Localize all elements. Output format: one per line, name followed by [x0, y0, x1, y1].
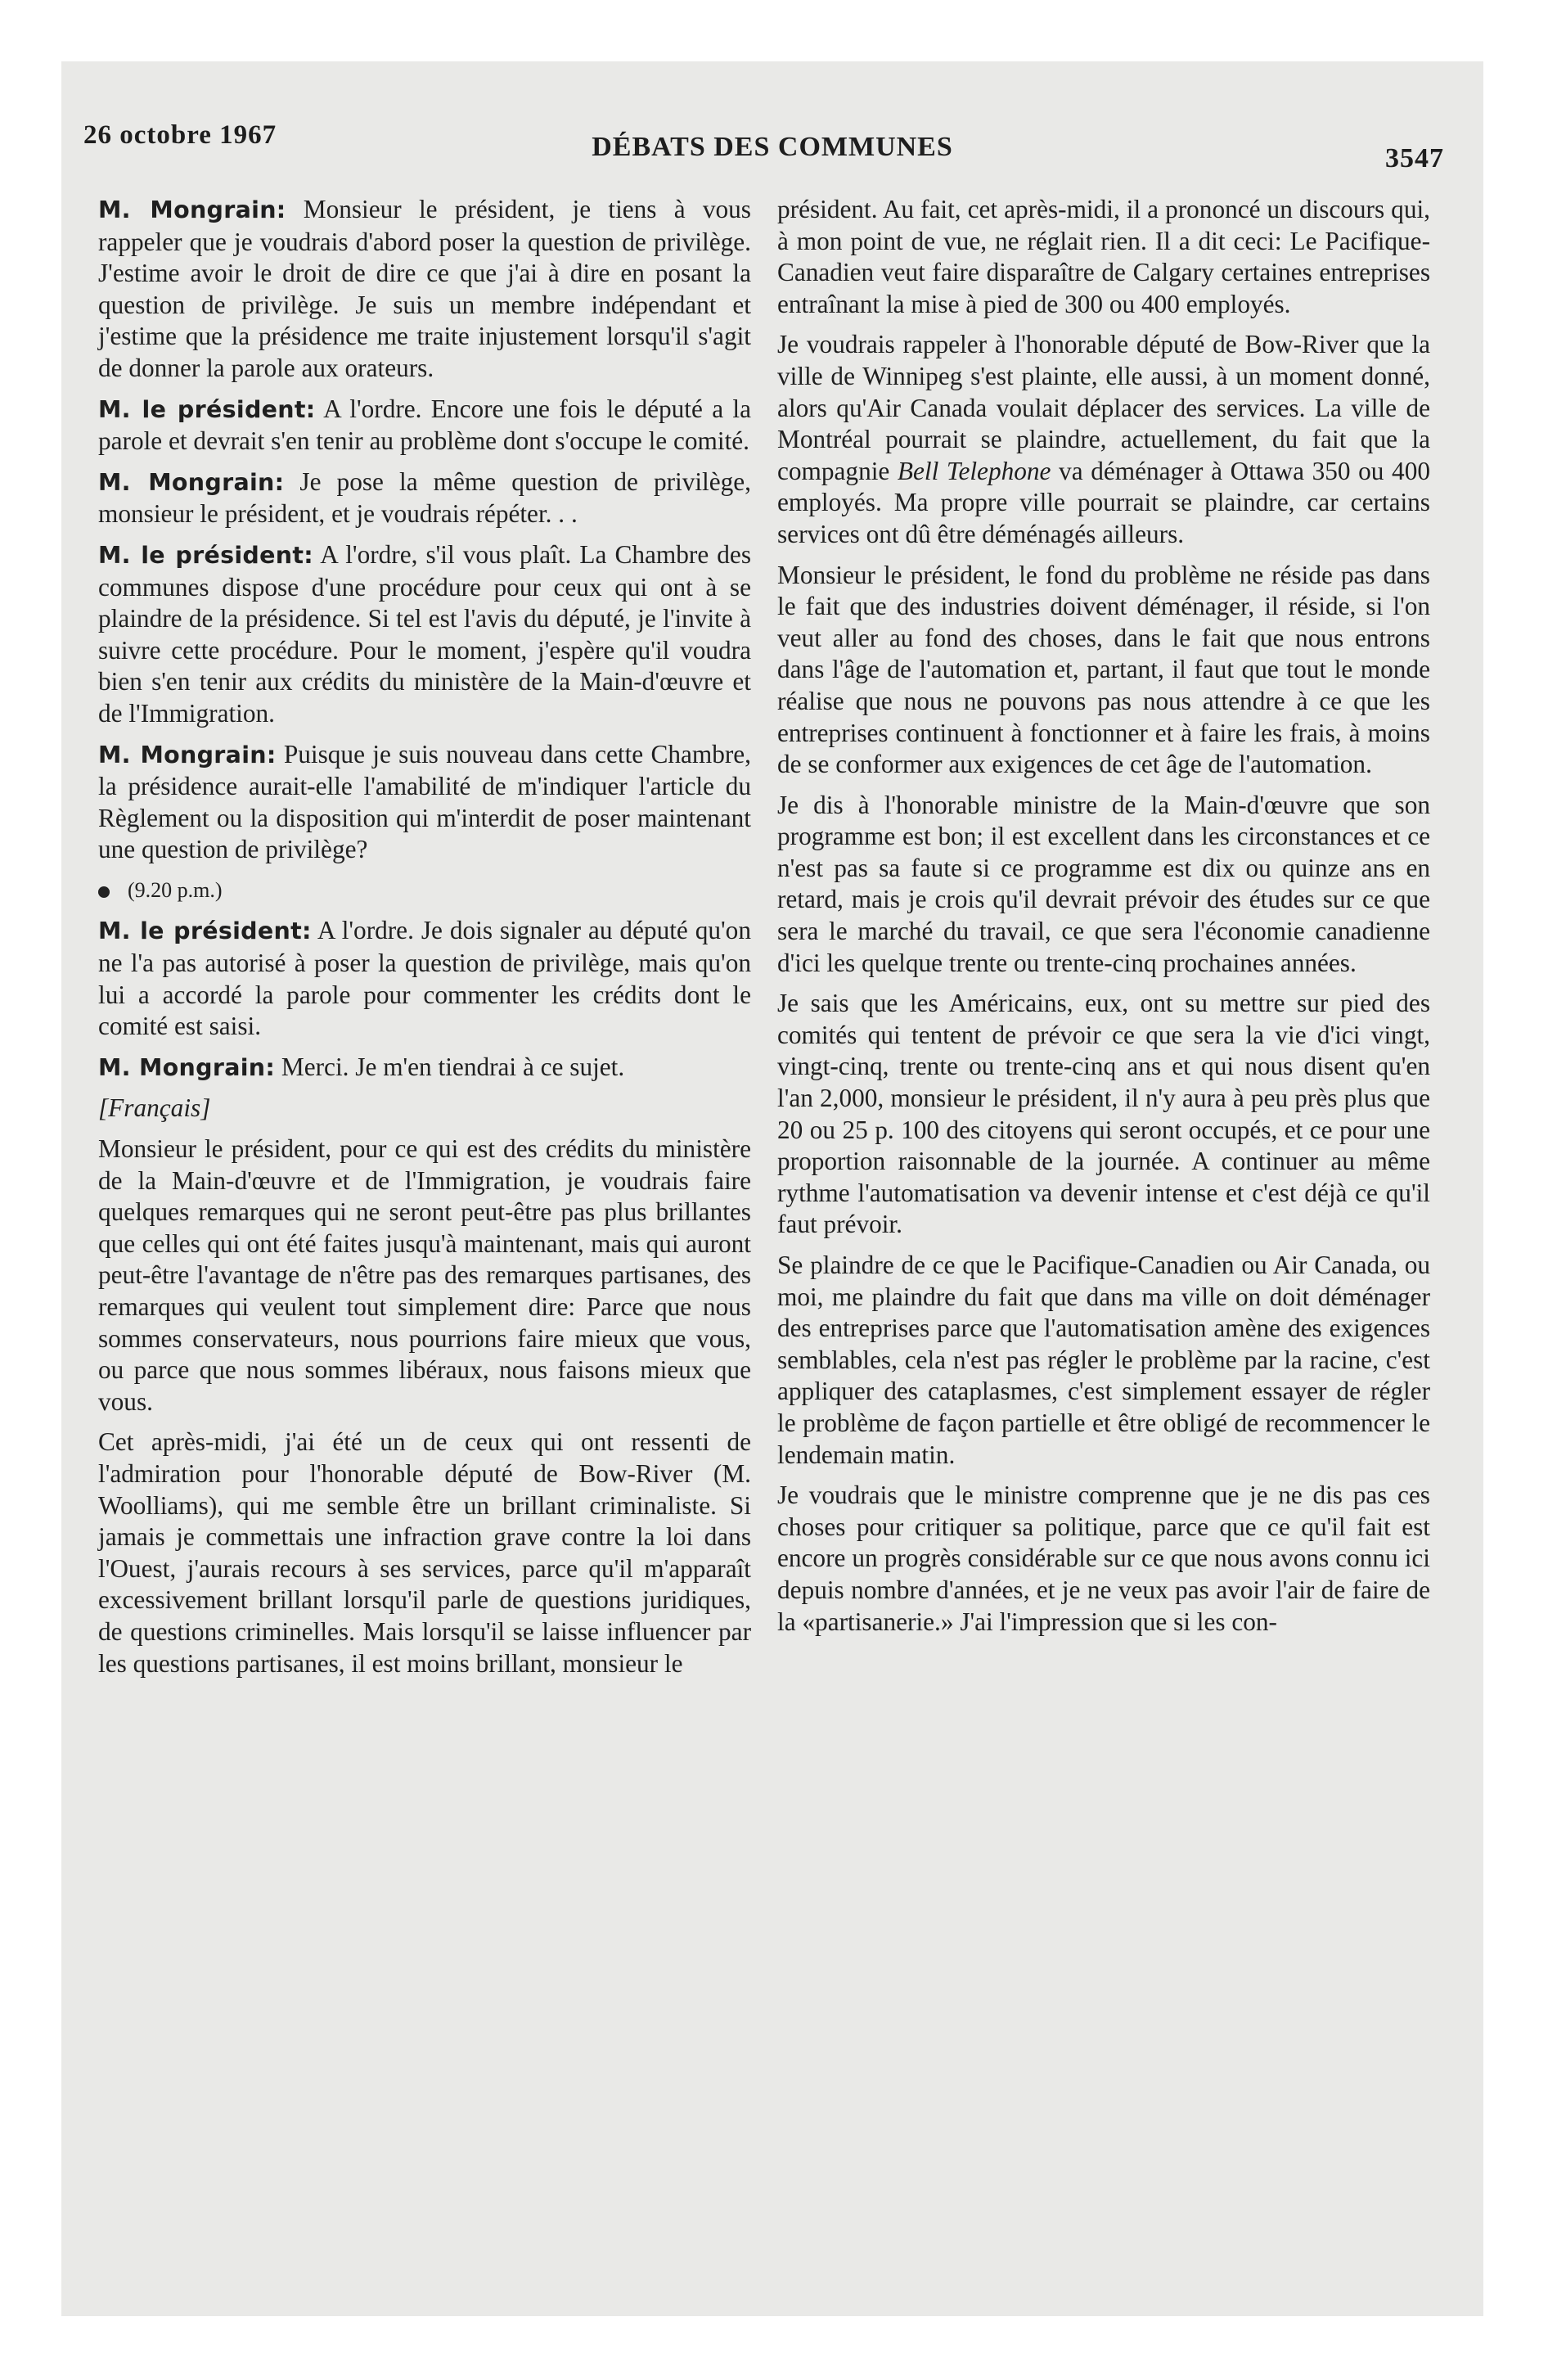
paragraph-text: va déménager à Ottawa 350 ou 400 employés. Ma propre ville pourrait se plaindre, car certains services ont dû être déménagés ailleurs.	[777, 456, 1430, 548]
paragraph: Cet après-midi, j'ai été un de ceux qui ont ressenti de l'admiration pour l'honorable député de Bow-River (M. Woolliams), qui me semble être un brillant criminaliste. Si jamais je commettais une infraction grave contre la loi dans l'Ouest, j'aurais recours à ses services, parce qu'il m'apparaît excessivement brillant lorsqu'il parle de questions juridiques, de questions criminelles. Mais lorsqu'il se laisse influencer par les questions partisanes, il est moins brillant, monsieur le	[98, 1427, 751, 1678]
paragraph-text: Merci. Je m'en tiendrai à ce sujet.	[275, 1052, 625, 1081]
paragraph	[98, 467, 751, 530]
speaker-name: M. le président:	[98, 395, 316, 423]
paragraph	[777, 329, 1430, 550]
page-number: 3547	[1385, 143, 1444, 174]
speaker-name: M. Mongrain:	[98, 468, 285, 496]
page-header	[61, 61, 1483, 176]
paragraph: Monsieur le président, pour ce qui est des crédits du ministère de la Main-d'œuvre et de l'Immigration, je voudrais faire quelques remarques qui ne seront peut-être pas plus brillantes que celles qui ont été faites jusqu'à maintenant, mais qui auront peut-être l'avantage de n'être pas des remarques partisanes, des remarques qui veulent tout simplement dire: Parce que nous sommes conservateurs, nous pourrions faire mieux que vous, ou parce que nous sommes libéraux, nous faisons mieux que vous.	[98, 1134, 751, 1416]
bullet-icon	[98, 886, 110, 898]
paragraph-text: A l'ordre. Je dois signaler au député qu'on ne l'a pas autorisé à poser la question de privilège, mais qu'on lui a accordé la parole pour commenter les crédits dont le comité est saisi.	[98, 916, 751, 1041]
header-title: DÉBATS DES COMMUNES	[592, 132, 953, 162]
right-column	[777, 194, 1430, 1647]
paragraph	[98, 394, 751, 458]
left-column	[98, 194, 751, 1688]
page	[61, 61, 1483, 2316]
paragraph: président. Au fait, cet après-midi, il a prononcé un discours qui, à mon point de vue, ne réglait rien. Il a dit ceci: Le Pacifique-Canadien veut faire disparaître de Calgary certaines entreprises entraînant la mise à pied de 300 ou 400 employés.	[777, 195, 1430, 318]
paragraph: Je voudrais que le ministre comprenne que je ne dis pas ces choses pour critiquer sa politique, parce que ce qu'il fait est encore un progrès considérable sur ce que nous avons connu ici depuis nombre d'années, et je ne veux pas avoir l'air de faire de la «partisanerie.» J'ai l'impression que si les con-	[777, 1481, 1430, 1636]
speaker-name: M. le président:	[98, 541, 313, 569]
paragraph	[98, 739, 751, 866]
time-text: (9.20 p.m.)	[128, 877, 223, 902]
paragraph: Se plaindre de ce que le Pacifique-Canadien ou Air Canada, ou moi, me plaindre du fait que dans ma ville on doit déménager des entreprises parce que l'automatisation amène des exigences semblables, cela n'est pas régler le problème par la racine, c'est appliquer des cataplasmes, c'est simplement essayer de régler le problème de façon partielle et être obligé de recommencer le lendemain matin.	[777, 1251, 1430, 1469]
speaker-name: M. Mongrain:	[98, 196, 286, 223]
speaker-name: M. Mongrain:	[98, 741, 277, 769]
paragraph-text: A l'ordre, s'il vous plaît. La Chambre des communes dispose d'une procédure pour ceux qui ont à se plaindre de la présidence. Si tel est l'avis du député, je l'invite à suivre cette procédure. Pour le moment, j'espère qu'il voudra bien s'en tenir aux crédits du ministère de la Main-d'œuvre et de l'Immigration.	[98, 539, 751, 728]
speaker-name: M. Mongrain:	[98, 1053, 276, 1081]
paragraph	[98, 539, 751, 730]
paragraph	[98, 915, 751, 1042]
company-name: Bell Telephone	[897, 456, 1051, 485]
paragraph: Je sais que les Américains, eux, ont su mettre sur pied des comités qui tentent de prévoir ce que sera la vie d'ici vingt, vingt-cinq, trente ou trente-cinq ans et qui nous disent qu'en l'an 2,000, monsieur le président, il n'y aura à peu près plus que 20 ou 25 p. 100 des citoyens qui seront occupés, et ce pour une proportion raisonnable de la journée. A continuer au même rythme l'automatisation va devenir intense et c'est déjà ce qu'il faut prévoir.	[777, 989, 1430, 1239]
paragraph: Je dis à l'honorable ministre de la Main-d'œuvre que son programme est bon; il est excellent dans les circonstances et ce n'est pas sa faute si ce programme est dix ou quinze ans en retard, mais je crois qu'il devrait prévoir des études sur ce que sera le marché du travail, ce que sera l'économie canadienne d'ici les quelque trente ou trente-cinq prochaines années.	[777, 790, 1430, 977]
paragraph-text: Je voudrais rappeler à l'honorable député de Bow-River que la ville de Winnipeg s'est plainte, elle aussi, à un moment donné, alors qu'Air Canada voulait déplacer des services. La ville de Montréal pourrait se plaindre, actuellement, du fait que la compagnie	[777, 330, 1430, 485]
paragraph	[98, 194, 751, 385]
language-tag: [Français]	[98, 1093, 211, 1123]
speaker-name: M. le président:	[98, 917, 312, 945]
header-date: 26 octobre 1967	[83, 120, 277, 150]
paragraph: Monsieur le président, le fond du problème ne réside pas dans le fait que des industries doivent déménager, il réside, si l'on veut aller au fond des choses, dans le fait que nous entrons dans l'âge de l'automation et, partant, il faut que tout le monde réalise que nous ne pouvons pas nous attendre à ce que les entreprises continuent à fonctionner et à faire les frais, à moins de se conformer aux exigences de cet âge de l'automation.	[777, 560, 1430, 779]
paragraph-text: A l'ordre. Encore une fois le député a la parole et devrait s'en tenir au problème dont s'occupe le comité.	[98, 394, 751, 456]
paragraph-text: Puisque je suis nouveau dans cette Chambre, la présidence aurait-elle l'amabilité de m'indiquer l'article du Règlement ou la disposition qui m'interdit de poser maintenant une question de privilège?	[98, 739, 751, 864]
time-marker	[98, 875, 751, 907]
paragraph-text: Je pose la même question de privilège, monsieur le président, et je voudrais répéter. . .	[98, 467, 751, 529]
paragraph-text: Monsieur le président, je tiens à vous rappeler que je voudrais d'abord poser la question de privilège. J'estime avoir le droit de dire ce que j'ai à dire en posant la question de privilège. Je suis un membre indépendant et j'estime que la présidence me traite injustement lorsqu'il s'agit de donner la parole aux orateurs.	[98, 195, 751, 382]
paragraph	[98, 1052, 751, 1084]
